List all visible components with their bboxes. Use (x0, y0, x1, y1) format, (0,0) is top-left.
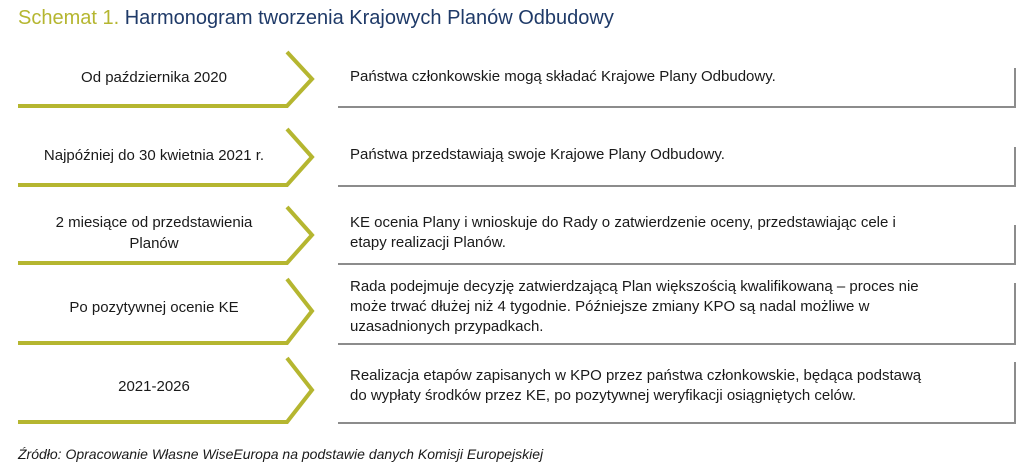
row-when: Najpóźniej do 30 kwietnia 2021 r. (43, 146, 265, 164)
title-text: Harmonogram tworzenia Krajowych Planów Odbudowy (124, 7, 614, 29)
row-what: Realizacja etapów zapisanych w KPO przez państwa członkowskie, będąca podstawą do wypłaty środków przez KE, po pozytywnej weryfikacji osiągniętych celów. (350, 367, 922, 404)
timeline-row (0, 50, 1036, 108)
row-box (338, 362, 1016, 424)
timeline-row (0, 127, 1036, 187)
timeline-row (0, 205, 1036, 265)
row-what: KE ocenia Plany i wnioskuje do Rady o zatwierdzenie oceny, przedstawiając cele i etapy realizacji Planów. (350, 214, 896, 251)
row-when: Po pozytywnej ocenie KE (69, 298, 239, 316)
row-box (338, 68, 1016, 108)
row-box (338, 147, 1016, 187)
row-when: 2 miesiące od przedstawienia Planów (55, 214, 253, 252)
row-when: Od października 2020 (81, 68, 227, 86)
row-what: Państwa członkowskie mogą składać Krajowe Plany Odbudowy. (350, 68, 776, 85)
row-box (338, 278, 1016, 345)
timeline-row (0, 273, 1036, 345)
row-box (338, 214, 1016, 265)
row-when: 2021-2026 (118, 377, 190, 395)
diagram-title (18, 7, 614, 30)
source-note: Źródło: Opracowanie Własne WiseEuropa na podstawie danych Komisji Europejskiej (18, 446, 544, 462)
row-what: Rada podejmuje decyzję zatwierdzającą Plan większością kwalifikowaną – proces nie może trwać dłużej niż 4 tygodnie. Późniejsze zmiany KPO są nadal możliwe w uzasadnionych przypadkach. (350, 278, 919, 335)
title-prefix: Schemat 1. (18, 7, 120, 29)
row-what: Państwa przedstawiają swoje Krajowe Plany Odbudowy. (350, 146, 725, 163)
timeline-row (0, 352, 1036, 424)
